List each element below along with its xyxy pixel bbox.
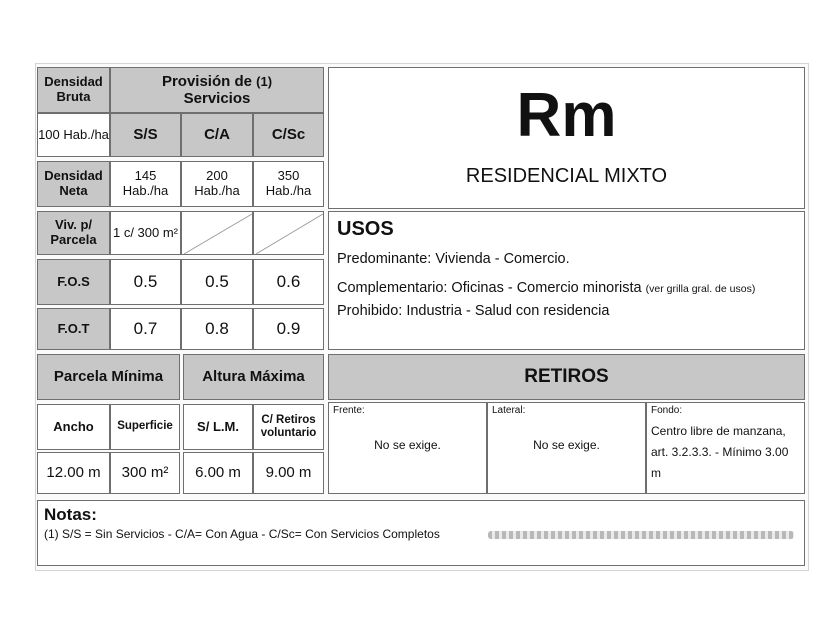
retiro-frente	[328, 402, 487, 494]
retiro-lateral-value: No se exige.	[533, 437, 600, 452]
viv-parcela-value: 1 c/ 300 m²	[110, 211, 181, 255]
viv-parcela-label: Viv. p/ Parcela	[37, 211, 110, 255]
usos-complementario-block	[337, 277, 755, 300]
usos-title: USOS	[337, 218, 394, 240]
retiro-fondo-label: Fondo:	[651, 405, 683, 416]
fot-ss: 0.7	[110, 308, 181, 350]
fos-csc: 0.6	[253, 259, 324, 305]
parcela-ancho-label: Ancho	[37, 404, 110, 450]
parcela-ancho-value: 12.00 m	[37, 452, 110, 494]
retiro-lateral	[487, 402, 646, 494]
altura-retiros-value: 9.00 m	[253, 452, 324, 494]
provision-header: Provisión de (1) Servicios	[110, 67, 324, 113]
retiro-frente-label: Frente:	[333, 405, 365, 416]
fos-ss: 0.5	[110, 259, 181, 305]
altura-retiros-label: C/ Retiros voluntario	[253, 404, 324, 450]
col-ss: S/S	[110, 113, 181, 157]
densidad-neta-label: Densidad Neta	[37, 161, 110, 207]
altura-sl-value: 6.00 m	[183, 452, 253, 494]
zone-title-box	[328, 67, 805, 209]
parcela-superficie-value: 300 m²	[110, 452, 180, 494]
fos-ca: 0.5	[181, 259, 253, 305]
parcela-superficie-label: Superficie	[110, 404, 180, 450]
fos-label: F.O.S	[37, 259, 110, 305]
usos-complementario-note: (ver grilla gral. de usos)	[645, 282, 756, 295]
densidad-bruta-value: 100 Hab./ha	[37, 113, 110, 157]
retiro-fondo	[646, 402, 805, 494]
fot-label: F.O.T	[37, 308, 110, 350]
zone-name: RESIDENCIAL MIXTO	[465, 164, 668, 187]
usos-predominante: Predominante: Vivienda - Comercio.	[337, 251, 570, 267]
densidad-neta-ss: 145 Hab./ha	[110, 161, 181, 207]
altura-sl-label: S/ L.M.	[183, 404, 253, 450]
viv-parcela-empty-csc	[253, 211, 324, 255]
retiros-title: RETIROS	[328, 354, 805, 400]
retiro-frente-value: No se exige.	[374, 437, 441, 452]
zone-code: Rm	[516, 80, 617, 150]
fot-csc: 0.9	[253, 308, 324, 350]
altura-maxima-title: Altura Máxima	[183, 354, 324, 400]
fot-ca: 0.8	[181, 308, 253, 350]
densidad-neta-ca: 200 Hab./ha	[181, 161, 253, 207]
densidad-bruta-label: Densidad Bruta	[37, 67, 110, 113]
retiro-fondo-value: Centro libre de manzana, art. 3.2.3.3. - Mínimo 3.00 m	[651, 423, 789, 480]
retiro-lateral-label: Lateral:	[492, 405, 526, 416]
notes-title: Notas:	[44, 505, 97, 524]
usos-box	[328, 211, 805, 350]
parcela-minima-title: Parcela Mínima	[37, 354, 180, 400]
col-ca: C/A	[181, 113, 253, 157]
usos-prohibido: Prohibido: Industria - Salud con residencia	[337, 302, 610, 319]
col-csc: C/Sc	[253, 113, 324, 157]
notes-text: (1) S/S = Sin Servicios - C/A= Con Agua - C/Sc= Con Servicios Completos	[44, 527, 440, 541]
viv-parcela-empty-ca	[181, 211, 253, 255]
usos-complementario: Complementario: Oficinas - Comercio minorista	[337, 279, 642, 296]
densidad-neta-csc: 350 Hab./ha	[253, 161, 324, 207]
blurred-text	[488, 531, 794, 539]
